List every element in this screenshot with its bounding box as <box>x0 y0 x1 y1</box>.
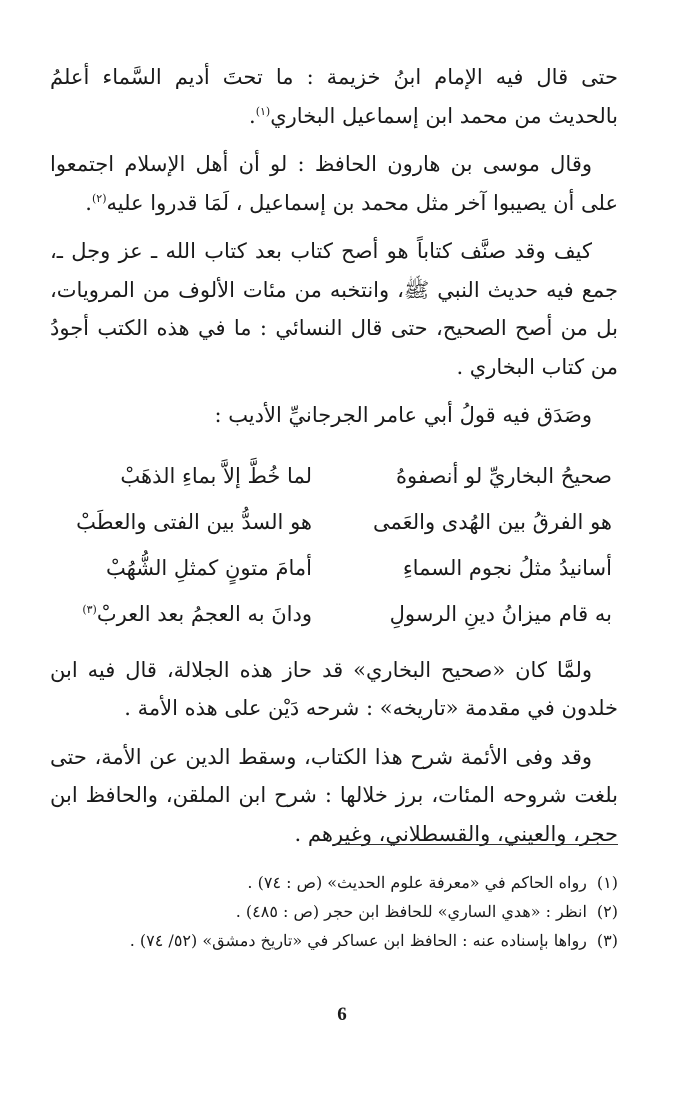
footnote <box>50 930 618 959</box>
paragraph: ولمَّا كان «صحيح البخاري» قد حاز هذه الجلالة، قال فيه ابن خلدون في مقدمة «تاريخه» : شرحه دَيْن على هذه الأمة . <box>50 657 618 720</box>
paragraph: وقد وفى الأئمة شرح هذا الكتاب، وسقط الدين عن الأمة، حتى بلغت شروحه المئات، برز خلالها : شرح ابن الملقن، والحافظ ابن حجر، والعيني، والقسطلاني، وغيرهم . <box>50 744 618 846</box>
poem-verse <box>50 545 618 591</box>
footnote-divider <box>333 844 618 845</box>
poem <box>50 453 618 637</box>
footnote-ref[interactable]: (١) <box>255 104 271 118</box>
second-hemistich: لما خُطَّ إلاَّ بماءِ الذهَبْ <box>120 463 312 488</box>
paragraph: حتى قال فيه الإمام ابنُ خزيمة : ما تحتَ أديم السَّماء أعلمُ بالحديث من محمد ابن إسماعيل البخاري$^{(١)}$. <box>50 65 618 128</box>
footnote-number: (١) <box>596 873 618 892</box>
first-hemistich: أسانيدُ مثلُ نجوم السماءِ <box>402 555 612 580</box>
footnote-number: (٢) <box>596 902 618 921</box>
footnote-text: انظر : «هدي الساري» للحافظ ابن حجر (ص : ٤٨٥) . <box>235 902 587 921</box>
first-hemistich: صحيحُ البخاريِّ لو أنصفوهُ <box>395 463 612 488</box>
footnote-ref[interactable]: (٣) <box>82 602 97 616</box>
second-hemistich: أمامَ متونٍ كمثلِ الشُّهُبْ <box>105 555 312 580</box>
footnote-text: رواه الحاكم في «معرفة علوم الحديث» (ص : ٧٤) . <box>247 873 587 892</box>
footnotes <box>50 872 618 959</box>
paragraph: وصَدَق فيه قولُ أبي عامر الجرجانيِّ الأديب : <box>214 403 592 427</box>
second-hemistich: ودانَ به العجمُ بعد العربْ$^{(٣)}$ <box>82 601 312 626</box>
paragraph: وقال موسى بن هارون الحافظ : لو أن أهل الإسلام اجتمعوا على أن يصيبوا آخر مثل محمد بن إسماعيل ، لَمَا قدروا عليه$^{(٢)}$. <box>50 152 618 215</box>
footnote <box>50 872 618 901</box>
footnote-ref[interactable]: (٢) <box>91 191 107 205</box>
poem-verse <box>50 591 618 637</box>
paragraph: كيف وقد صنَّف كتاباً هو أصح كتاب بعد كتاب الله ـ عز وجل ـ، جمع فيه حديث النبي ﷺ، وانتخبه من مئات الألوف من المرويات، بل من أصح الصحيح، حتى قال النسائي : ما في هذه الكتب أجودُ من كتاب البخاري . <box>50 239 618 379</box>
poem-verse <box>50 499 618 545</box>
first-hemistich: به قام ميزانُ دينِ الرسولِ <box>389 601 612 626</box>
poem-verse <box>50 453 618 499</box>
footnote-number: (٣) <box>596 931 618 950</box>
main-text <box>50 58 618 853</box>
first-hemistich: هو الفرقُ بين الهُدى والعَمى <box>372 509 612 534</box>
footnote-text: رواها بإسناده عنه : الحافظ ابن عساكر في «تاريخ دمشق» (٥٢/ ٧٤) . <box>129 931 587 950</box>
page-number: 6 <box>337 1004 347 1025</box>
second-hemistich: هو السدُّ بين الفتى والعطَبْ <box>76 509 312 534</box>
footnote <box>50 901 618 930</box>
